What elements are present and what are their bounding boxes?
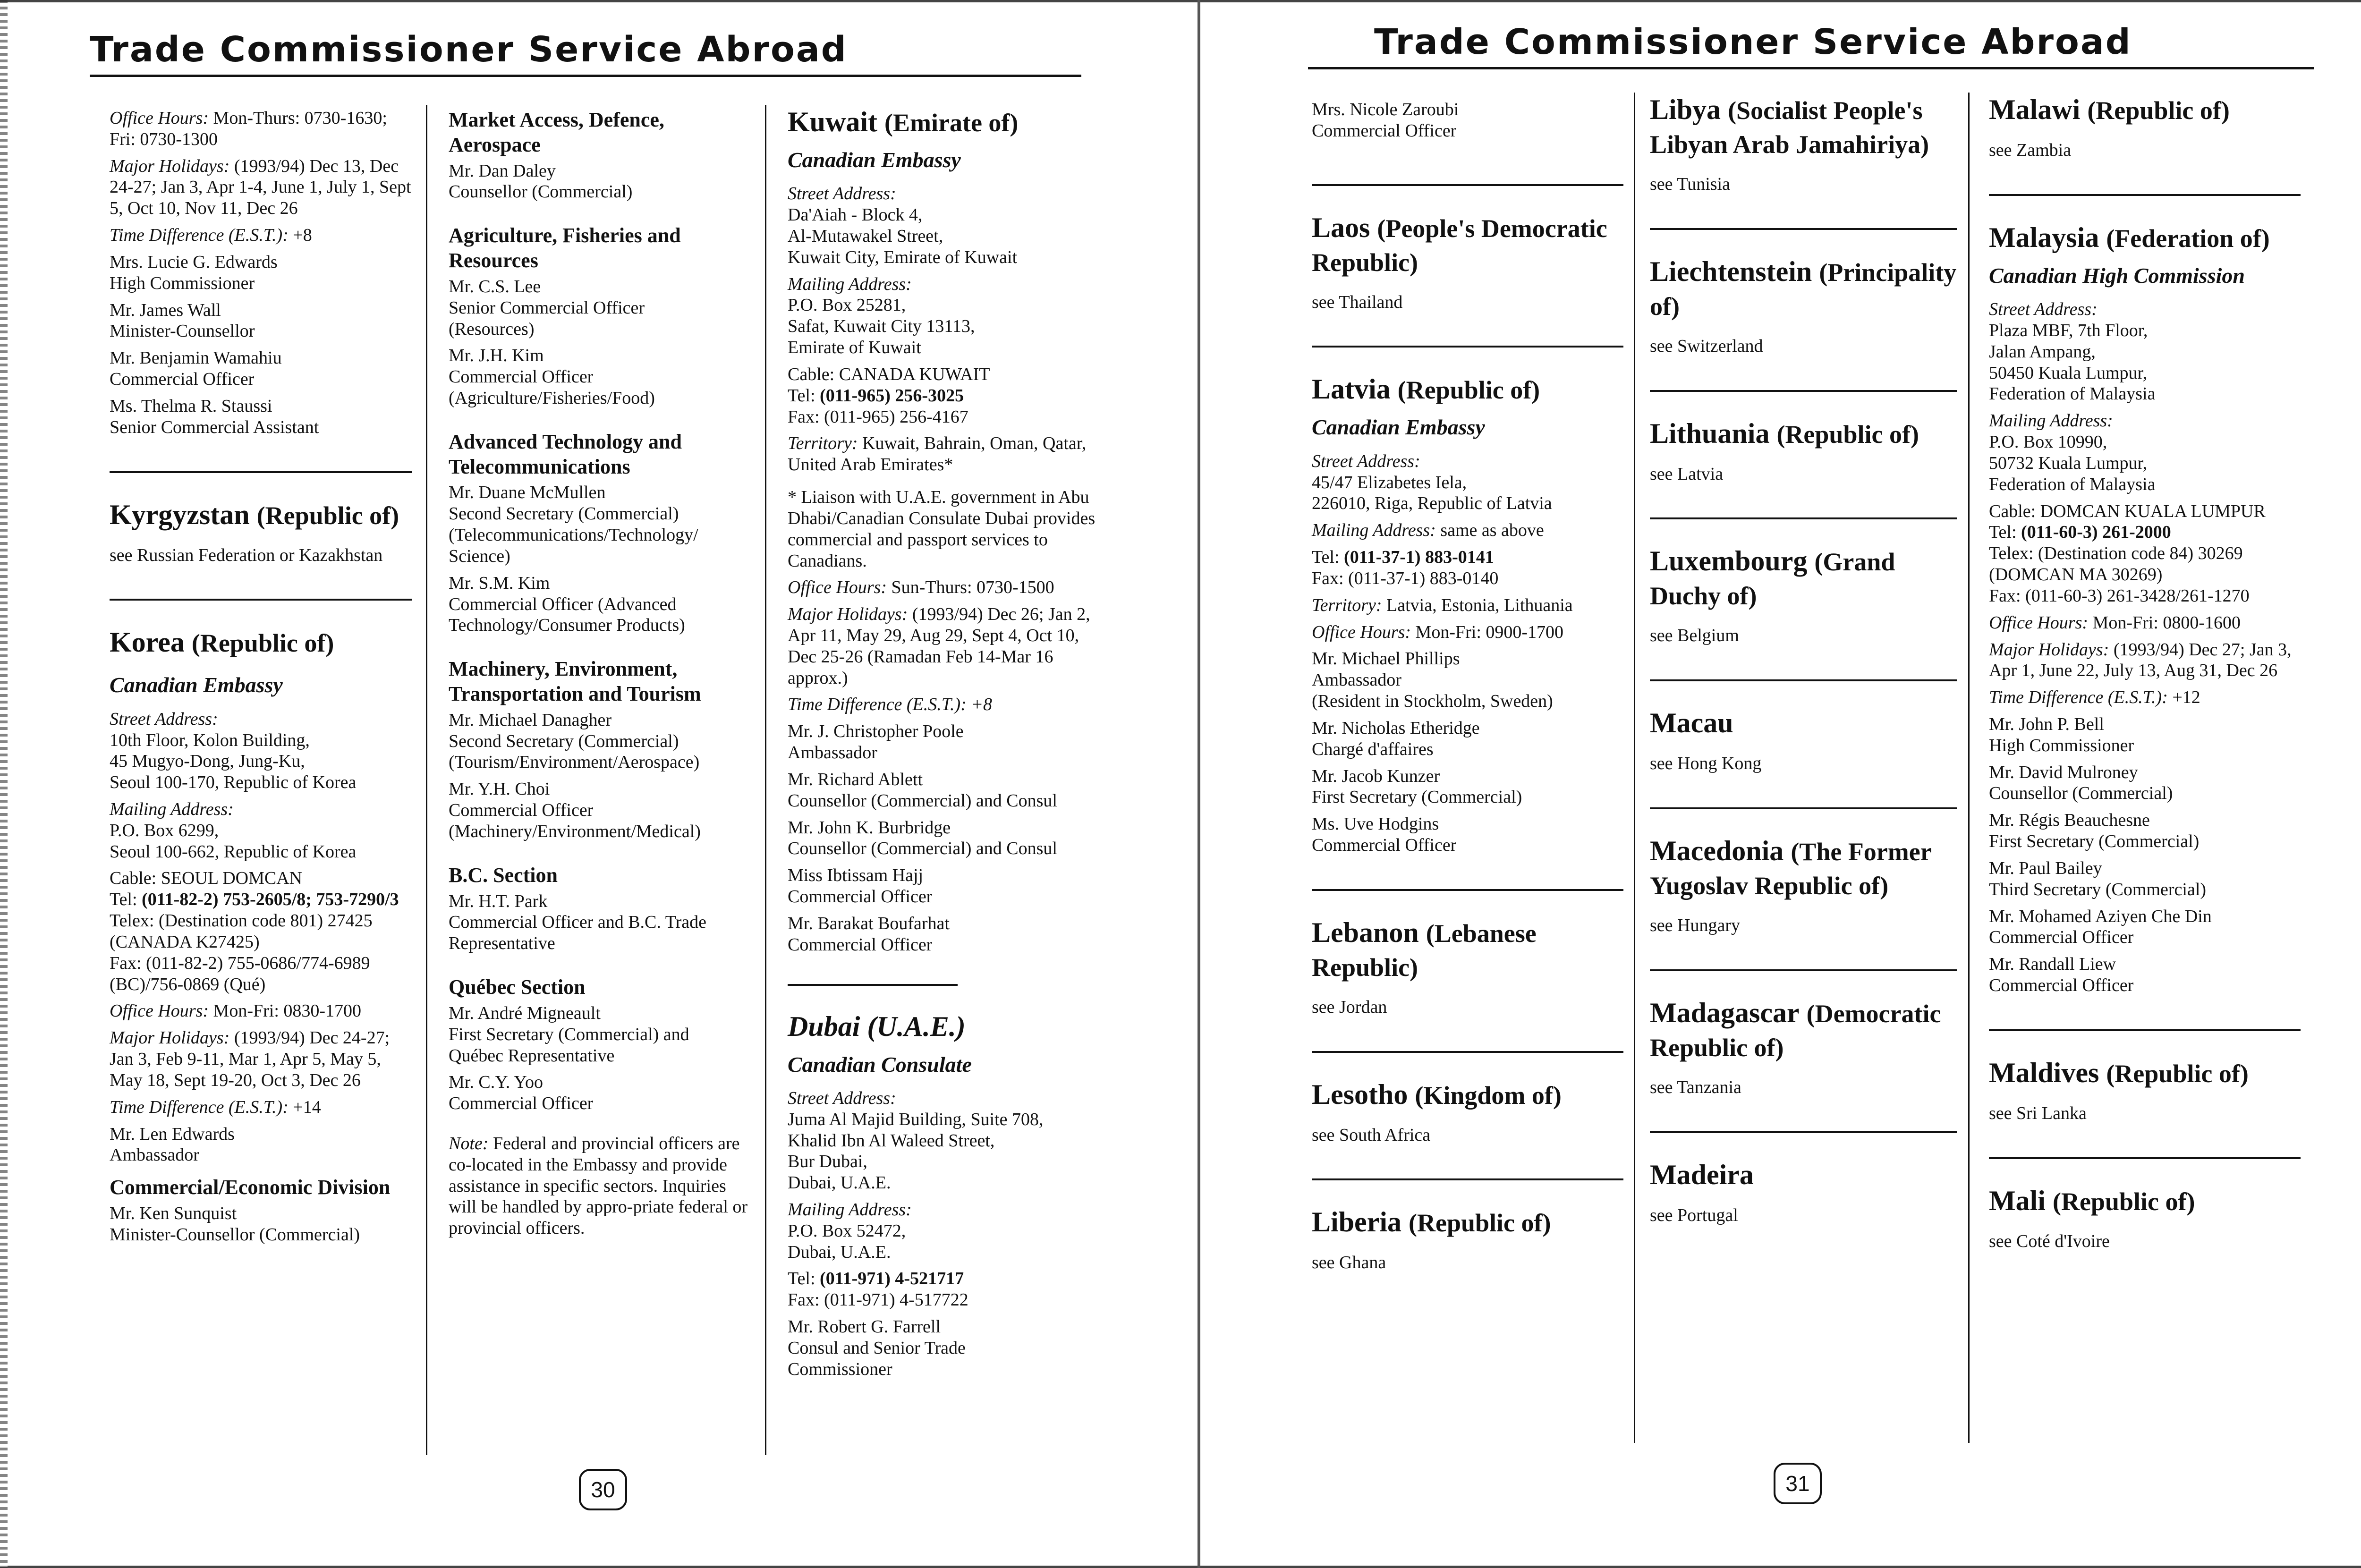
person-entry: Mr. Dan Daley Counsellor (Commercial): [449, 161, 633, 202]
section-divider: [788, 984, 958, 986]
see-reference: see South Africa: [1312, 1125, 1431, 1145]
country-heading-lebanon: Lebanon (Lebanese Republic): [1312, 916, 1537, 982]
right-page: [1199, 0, 2361, 1568]
person-entry: Mr. Ken Sunquist Minister-Counsellor (Commercial): [110, 1204, 360, 1245]
see-reference: see Latvia: [1650, 464, 1724, 484]
office-hours: Office Hours: Mon-Fri: 0900-1700: [1312, 622, 1564, 642]
country-heading-madagascar: Madagascar (Democratic Republic of): [1650, 997, 1941, 1062]
sector-heading: B.C. Section: [449, 863, 558, 887]
telephone: Tel: (011-37-1) 883-0141: [1312, 547, 1494, 568]
office-name: Canadian Embassy: [788, 148, 961, 172]
person-entry: Mr. C.S. Lee Senior Commercial Officer (Resources): [449, 276, 645, 339]
country-heading-madeira: Madeira: [1650, 1159, 1754, 1190]
page-number: 31: [1774, 1463, 1822, 1504]
person-entry: Mr. Michael Phillips Ambassador (Resident in Stockholm, Sweden): [1312, 649, 1553, 712]
street-address: 10th Floor, Kolon Building, 45 Mugyo-Dong, Jung-Ku, Seoul 100-170, Republic of Korea: [110, 730, 357, 793]
country-heading-dubai: Dubai (U.A.E.): [788, 1010, 966, 1042]
country-heading-kyrgyzstan: Kyrgyzstan (Republic of): [110, 499, 399, 530]
right-column-3: [1989, 93, 2301, 1258]
telephone: Tel: (011-60-3) 261-2000: [1989, 522, 2171, 542]
right-column-2: [1650, 93, 1957, 1232]
mailing-address-label: Mailing Address:: [110, 799, 234, 819]
fax: Fax: (011-971) 4-517722: [788, 1290, 968, 1310]
cable: Cable: DOMCAN KUALA LUMPUR: [1989, 501, 2266, 521]
office-hours: Office Hours: Mon-Fri: 0830-1700: [110, 1001, 362, 1021]
section-divider: [1650, 228, 1957, 230]
see-reference: see Coté d'Ivoire: [1989, 1231, 2110, 1251]
section-divider: [110, 599, 412, 601]
office-name: Canadian Embassy: [110, 673, 283, 697]
person-entry: Mr. Barakat Boufarhat Commercial Officer: [788, 913, 950, 955]
country-heading-libya: Libya (Socialist People's Libyan Arab Jamahiriya): [1650, 94, 1929, 159]
country-heading-kuwait: Kuwait (Emirate of): [788, 106, 1019, 137]
cable: Cable: SEOUL DOMCAN: [110, 868, 303, 889]
major-holidays: Major Holidays: (1993/94) Dec 13, Dec 24-27; Jan 3, Apr 1-4, June 1, July 1, Sept 5, Oct 10, Nov 11, Dec 26: [110, 156, 411, 219]
person-entry: Mr. Randall Liew Commercial Officer: [1989, 954, 2134, 996]
office-hours: Office Hours: Sun-Thurs: 0730-1500: [788, 577, 1054, 598]
person-entry: Mr. J.H. Kim Commercial Officer (Agriculture/Fisheries/Food): [449, 346, 655, 408]
country-heading-malaysia: Malaysia (Federation of): [1989, 221, 2270, 253]
section-divider: [1650, 390, 1957, 392]
section-divider: [1650, 807, 1957, 809]
country-heading-mali: Mali (Republic of): [1989, 1185, 2195, 1216]
left-column-2: [449, 108, 751, 1245]
sector-heading: Agriculture, Fisheries and Resources: [449, 224, 681, 272]
time-difference: Time Difference (E.S.T.): +14: [110, 1097, 321, 1117]
see-reference: see Hong Kong: [1650, 754, 1762, 774]
mailing-address: Mailing Address: same as above: [1312, 520, 1544, 541]
section-divider: [1312, 889, 1623, 891]
time-difference: Time Difference (E.S.T.): +8: [110, 225, 312, 246]
person-entry: Mr. Régis Beauchesne First Secretary (Commercial): [1989, 810, 2200, 852]
country-heading-macau: Macau: [1650, 707, 1733, 739]
see-reference: see Tunisia: [1650, 174, 1730, 194]
see-reference: see Portugal: [1650, 1205, 1738, 1225]
liaison-note: * Liaison with U.A.E. government in Abu Dhabi/Canadian Consulate Dubai provides commercial and passport services to Canadians.: [788, 487, 1096, 571]
sector-heading: Market Access, Defence, Aerospace: [449, 108, 664, 156]
country-heading-macedonia: Macedonia (The Former Yugoslav Republic of): [1650, 835, 1931, 900]
section-divider: [1312, 184, 1623, 186]
page-number: 30: [579, 1469, 627, 1510]
major-holidays: Major Holidays: (1993/94) Dec 27; Jan 3, Apr 1, June 22, July 13, Aug 31, Dec 26: [1989, 639, 2292, 681]
street-address-label: Street Address:: [110, 709, 218, 729]
fax: Fax: (011-60-3) 261-3428/261-1270: [1989, 585, 2250, 606]
office-hours: Office Hours: Mon-Fri: 0800-1600: [1989, 612, 2241, 633]
person-entry: Miss Ibtissam Hajj Commercial Officer: [788, 865, 933, 907]
country-heading-korea: Korea (Republic of): [110, 627, 334, 658]
see-reference: see Thailand: [1312, 292, 1403, 312]
territory: Territory: Latvia, Estonia, Lithuania: [1312, 595, 1573, 615]
section-divider: [1650, 969, 1957, 971]
person-entry: Ms. Thelma R. Staussi Senior Commercial Assistant: [110, 396, 319, 437]
office-name: Canadian High Commission: [1989, 263, 2245, 288]
section-divider: [1650, 517, 1957, 519]
street-address-label: Street Address:: [788, 184, 896, 204]
major-holidays: Major Holidays: (1993/94) Dec 24-27; Jan 3, Feb 9-11, Mar 1, Apr 5, May 5, May 18, Sept 19-20, Oct 3, Dec 26: [110, 1028, 390, 1090]
person-entry: Mr. J. Christopher Poole Ambassador: [788, 721, 964, 763]
section-divider: [110, 471, 412, 473]
country-heading-luxembourg: Luxembourg (Grand Duchy of): [1650, 545, 1895, 610]
territory: Territory: Kuwait, Bahrain, Oman, Qatar, United Arab Emirates*: [788, 433, 1087, 475]
person-entry: Mr. H.T. Park Commercial Officer and B.C. Trade Representative: [449, 891, 706, 954]
person-entry: Mr. Nicholas Etheridge Chargé d'affaires: [1312, 718, 1480, 759]
person-entry: Mr. Mohamed Aziyen Che Din Commercial Officer: [1989, 906, 2212, 948]
column-divider: [1634, 93, 1635, 1443]
country-heading-malawi: Malawi (Republic of): [1989, 94, 2230, 125]
right-column-1: [1312, 99, 1623, 1279]
section-divider: [1312, 346, 1623, 348]
person-entry: Mr. S.M. Kim Commercial Officer (Advanced Technology/Consumer Products): [449, 573, 685, 636]
section-divider: [1650, 679, 1957, 681]
sector-heading: Machinery, Environment, Transportation and Tourism: [449, 657, 701, 705]
person-entry: Mr. Benjamin Wamahiu Commercial Officer: [110, 348, 282, 390]
person-entry: Mr. Duane McMullen Second Secretary (Commercial) (Telecommunications/Technology/ Science): [449, 483, 698, 566]
street-address-label: Street Address:: [1989, 299, 2098, 320]
time-difference: Time Difference (E.S.T.): +12: [1989, 687, 2200, 708]
mailing-address-label: Mailing Address:: [788, 1200, 912, 1220]
mailing-address: P.O. Box 52472, Dubai, U.A.E.: [788, 1220, 906, 1262]
person-entry: Mr. Jacob Kunzer First Secretary (Commercial): [1312, 766, 1522, 807]
street-address-label: Street Address:: [1312, 451, 1420, 471]
cable: Cable: CANADA KUWAIT: [788, 364, 990, 384]
see-reference: see Tanzania: [1650, 1077, 1741, 1097]
mailing-address: P.O. Box 6299, Seoul 100-662, Republic of Korea: [110, 820, 357, 862]
office-name: Canadian Consulate: [788, 1052, 972, 1076]
section-divider: [1989, 1157, 2301, 1159]
see-reference: see Jordan: [1312, 997, 1387, 1017]
header-rule: [1308, 67, 2314, 69]
mailing-address: P.O. Box 25281, Safat, Kuwait City 13113, Emirate of Kuwait: [788, 295, 975, 358]
column-divider: [765, 105, 766, 1455]
see-reference: see Russian Federation or Kazakhstan: [110, 545, 383, 565]
street-address-label: Street Address:: [788, 1088, 896, 1108]
see-reference: see Belgium: [1650, 626, 1739, 646]
office-name: Canadian Embassy: [1312, 415, 1485, 440]
country-heading-laos: Laos (People's Democratic Republic): [1312, 212, 1607, 277]
section-divider: [1312, 1051, 1623, 1053]
time-difference: Time Difference (E.S.T.): +8: [788, 695, 992, 715]
telephone: Tel: (011-971) 4-521717: [788, 1269, 964, 1289]
country-heading-liechtenstein: Liechtenstein (Principality of): [1650, 255, 1957, 321]
person-entry: Mr. Y.H. Choi Commercial Officer (Machinery/Environment/Medical): [449, 779, 701, 841]
section-divider: [1650, 1131, 1957, 1133]
person-entry: Mr. David Mulroney Counsellor (Commercial): [1989, 762, 2173, 804]
division-heading: Commercial/Economic Division: [110, 1176, 391, 1199]
person-entry: Ms. Uve Hodgins Commercial Officer: [1312, 814, 1457, 855]
office-hours: Office Hours: Mon-Thurs: 0730-1630; Fri: 0730-1300: [110, 108, 387, 149]
see-reference: see Switzerland: [1650, 336, 1763, 356]
mailing-address-label: Mailing Address:: [1989, 411, 2113, 431]
mailing-address-label: Mailing Address:: [788, 274, 912, 294]
person-entry: Mr. Richard Ablett Counsellor (Commercial) and Consul: [788, 769, 1057, 811]
major-holidays: Major Holidays: (1993/94) Dec 26; Jan 2, Apr 11, May 29, Aug 29, Sept 4, Oct 10, Dec 25-26 (Ramadan Feb 14-Mar 16 approx.): [788, 604, 1090, 688]
mailing-address: P.O. Box 10990, 50732 Kuala Lumpur, Federation of Malaysia: [1989, 432, 2156, 494]
country-heading-lesotho: Lesotho (Kingdom of): [1312, 1078, 1562, 1110]
country-heading-liberia: Liberia (Republic of): [1312, 1206, 1551, 1238]
person-entry: Mr. C.Y. Yoo Commercial Officer: [449, 1072, 594, 1114]
left-column-3: [788, 105, 1099, 1386]
column-divider: [1968, 93, 1970, 1443]
street-address: Plaza MBF, 7th Floor, Jalan Ampang, 50450 Kuala Lumpur, Federation of Malaysia: [1989, 320, 2156, 404]
see-reference: see Sri Lanka: [1989, 1103, 2087, 1123]
page-header-title: Trade Commissioner Service Abroad: [90, 29, 848, 70]
left-column-1: [110, 108, 412, 1251]
telephone: Tel: (011-82-2) 753-2605/8; 753-7290/3: [110, 890, 399, 910]
see-reference: see Hungary: [1650, 915, 1740, 936]
country-heading-lithuania: Lithuania (Republic of): [1650, 417, 1919, 449]
telex: Telex: (Destination code 84) 30269 (DOMCAN MA 30269): [1989, 543, 2243, 585]
person-entry: Mr. Robert G. Farrell Consul and Senior Trade Commissioner: [788, 1317, 966, 1379]
sector-heading: Advanced Technology and Telecommunications: [449, 430, 682, 478]
street-address: Juma Al Majid Building, Suite 708, Khalid Ibn Al Waleed Street, Bur Dubai, Dubai, U.A.E.: [788, 1109, 1044, 1193]
country-heading-latvia: Latvia (Republic of): [1312, 373, 1540, 405]
telex: Telex: (Destination code 801) 27425 (CANADA K27425): [110, 911, 373, 952]
street-address: 45/47 Elizabetes Iela, 226010, Riga, Republic of Latvia: [1312, 472, 1552, 514]
section-divider: [1312, 1178, 1623, 1180]
fax: Fax: (011-965) 256-4167: [788, 407, 968, 427]
column-divider: [426, 105, 427, 1455]
person-entry: Mr. Paul Bailey Third Secretary (Commercial): [1989, 858, 2207, 899]
note: Note: Federal and provincial officers are co-located in the Embassy and provide assistance in specific sectors. Inquiries will be handled by appro-priate federal or provincial officers.: [449, 1133, 748, 1238]
person-entry: Mrs. Lucie G. Edwards High Commissioner: [110, 252, 278, 293]
fax: Fax: (011-82-2) 755-0686/774-6989 (BC)/756-0869 (Qué): [110, 953, 370, 994]
person-entry: Mr. James Wall Minister-Counsellor: [110, 300, 255, 341]
telephone: Tel: (011-965) 256-3025: [788, 385, 964, 406]
see-reference: see Ghana: [1312, 1253, 1386, 1273]
person-entry: Mrs. Nicole Zaroubi Commercial Officer: [1312, 100, 1459, 141]
street-address: Da'Aiah - Block 4, Al-Mutawakel Street, Kuwait City, Emirate of Kuwait: [788, 205, 1018, 267]
person-entry: Mr. John K. Burbridge Counsellor (Commercial) and Consul: [788, 817, 1057, 859]
country-heading-maldives: Maldives (Republic of): [1989, 1057, 2249, 1088]
person-entry: Mr. Michael Danagher Second Secretary (Commercial) (Tourism/Environment/Aerospace): [449, 710, 700, 772]
person-entry: Mr. André Migneault First Secretary (Commercial) and Québec Representative: [449, 1003, 689, 1066]
person-entry: Mr. Len Edwards Ambassador: [110, 1124, 235, 1165]
fax: Fax: (011-37-1) 883-0140: [1312, 568, 1499, 588]
person-entry: Mr. John P. Bell High Commissioner: [1989, 714, 2134, 755]
see-reference: see Zambia: [1989, 140, 2072, 160]
section-divider: [1989, 194, 2301, 196]
header-rule: [90, 75, 1081, 77]
page-header-title: Trade Commissioner Service Abroad: [1374, 22, 2132, 62]
sector-heading: Québec Section: [449, 975, 586, 999]
section-divider: [1989, 1029, 2301, 1031]
